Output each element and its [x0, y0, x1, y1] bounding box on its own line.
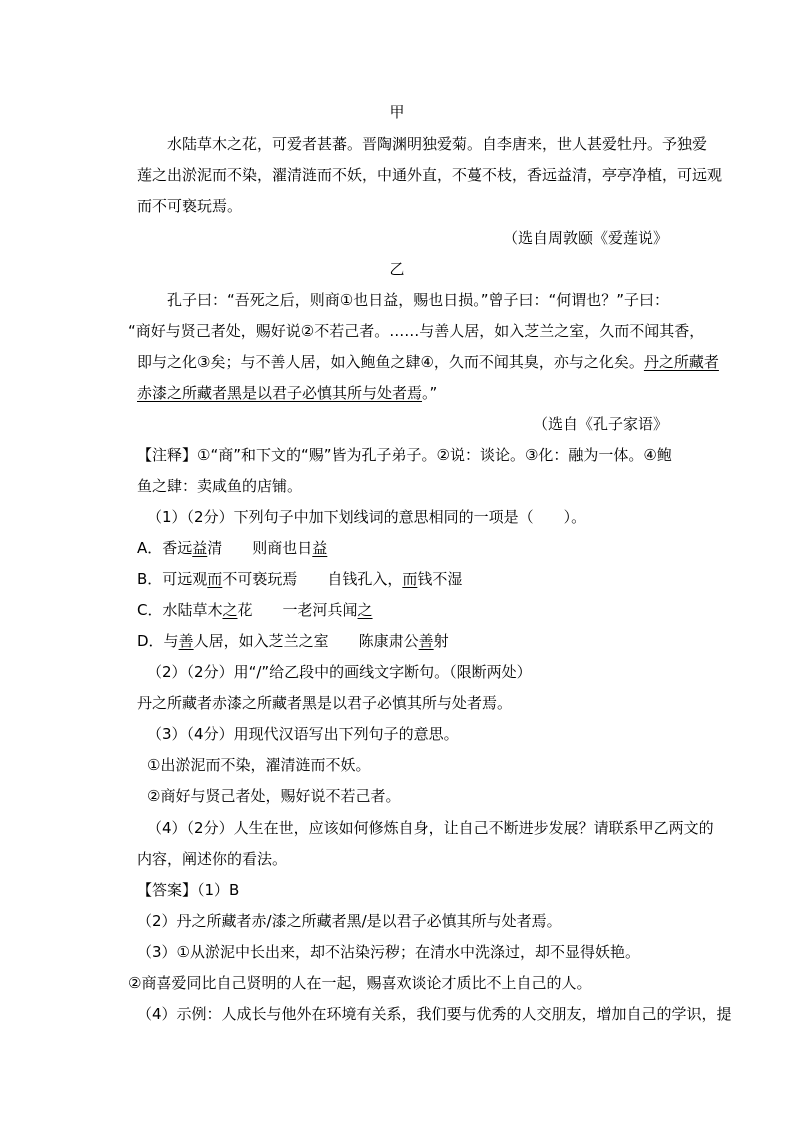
answer-2: （2）丹之所藏者赤/漆之所藏者黑/是以君子必慎其所与处者焉。 [137, 912, 562, 930]
answer-3-1: （3）①从淤泥中长出来，却不沾染污秽；在清水中洗涤过，却不显得妖艳。 [137, 943, 640, 961]
underlined-word: 之 [357, 601, 373, 619]
q1-option-b [137, 568, 462, 590]
passage-a-heading: 甲 [389, 103, 405, 121]
option-text: A．香远 [137, 539, 193, 557]
passage-b-line [137, 382, 437, 404]
underlined-phrase: 赤漆之所藏者黑是以君子必慎其所与处者焉 [137, 384, 423, 402]
q1-option-d [137, 630, 449, 652]
question-2-stem: （2）（2分）用“/”给乙段中的画线文字断句。（限断两处） [147, 663, 532, 681]
passage-b-line: “商好与贤己者处，赐好说②不若己者。……与善人居，如入芝兰之室，久而不闻其香， [128, 322, 705, 340]
answer-label: 【答案】（1）B [137, 881, 240, 899]
passage-a-line: 莲之出淤泥而不染，濯清涟而不妖，中通外直，不蔓不枝，香远益清，亭亭净植，可远观 [137, 166, 723, 184]
option-text: 人居，如入芝兰之室 陈康肃公 [193, 632, 419, 650]
question-3-sentence-2: ②商好与贤己者处，赐好说不若己者。 [147, 787, 401, 805]
underlined-word: 益 [312, 539, 328, 557]
q1-option-a [137, 537, 327, 559]
passage-b-line: 孔子曰：“吾死之后，则商①也日益，赐也日损。”曾子曰：“何谓也？”子曰： [167, 291, 670, 309]
question-3-stem: （3）（4分）用现代汉语写出下列句子的意思。 [147, 725, 459, 743]
option-text: C．水陆草木 [137, 601, 223, 619]
question-2-text: 丹之所藏者赤漆之所藏者黑是以君子必慎其所与处者焉。 [137, 694, 513, 712]
underlined-word: 而 [402, 570, 418, 588]
option-text: 射 [433, 632, 449, 650]
question-1-stem: （1）（2分）下列句子中加下划线词的意思相同的一项是（ ）。 [147, 508, 587, 526]
option-text: D．与 [137, 632, 179, 650]
passage-b-text: 。” [422, 384, 438, 402]
option-text: 花 一老河兵闻 [237, 601, 358, 619]
option-text: 钱不湿 [417, 570, 463, 588]
passage-b-line [137, 351, 719, 373]
underlined-word: 善 [178, 632, 194, 650]
option-text: B．可远观 [137, 570, 208, 588]
notes-line: 鱼之肆：卖咸鱼的店铺。 [137, 477, 303, 495]
underlined-phrase: 丹之所藏者 [643, 353, 719, 371]
question-4-line: 内容，阐述你的看法。 [137, 850, 288, 868]
answer-4: （4）示例：人成长与他外在环境有关系，我们要与优秀的人交朋友，增加自己的学识，提 [137, 1005, 732, 1023]
q1-option-c [137, 599, 373, 621]
passage-b-text: 即与之化③矣；与不善人居，如入鲍鱼之肆④，久而不闻其臭，亦与之化矣。 [137, 353, 644, 371]
notes-line: 【注释】①“商”和下文的“赐”皆为孔子弟子。②说：谈论。③化：融为一体。④鲍 [137, 446, 672, 464]
underlined-word: 而 [207, 570, 223, 588]
question-3-sentence-1: ①出淤泥而不染，濯清涟而不妖。 [147, 756, 371, 774]
underlined-word: 善 [418, 632, 434, 650]
option-text: 不可亵玩焉 自钱孔入， [222, 570, 403, 588]
passage-b-heading: 乙 [389, 260, 405, 278]
passage-b-source: （选自《孔子家语》 [532, 415, 668, 433]
passage-a-line: 水陆草木之花，可爱者甚蕃。晋陶渊明独爱菊。自李唐来，世人甚爱牡丹。予独爱 [167, 135, 708, 153]
question-4-line: （4）（2分）人生在世，应该如何修炼自身，让自己不断进步发展？请联系甲乙两文的 [147, 819, 714, 837]
underlined-word: 益 [192, 539, 208, 557]
underlined-word: 之 [222, 601, 238, 619]
passage-a-source: （选自周敦颐《爱莲说》 [502, 229, 668, 247]
option-text: 清 则商也日 [207, 539, 313, 557]
answer-3-2: ②商喜爱同比自己贤明的人在一起，赐喜欢谈论才质比不上自己的人。 [128, 974, 592, 992]
passage-a-line: 而不可亵玩焉。 [137, 197, 243, 215]
